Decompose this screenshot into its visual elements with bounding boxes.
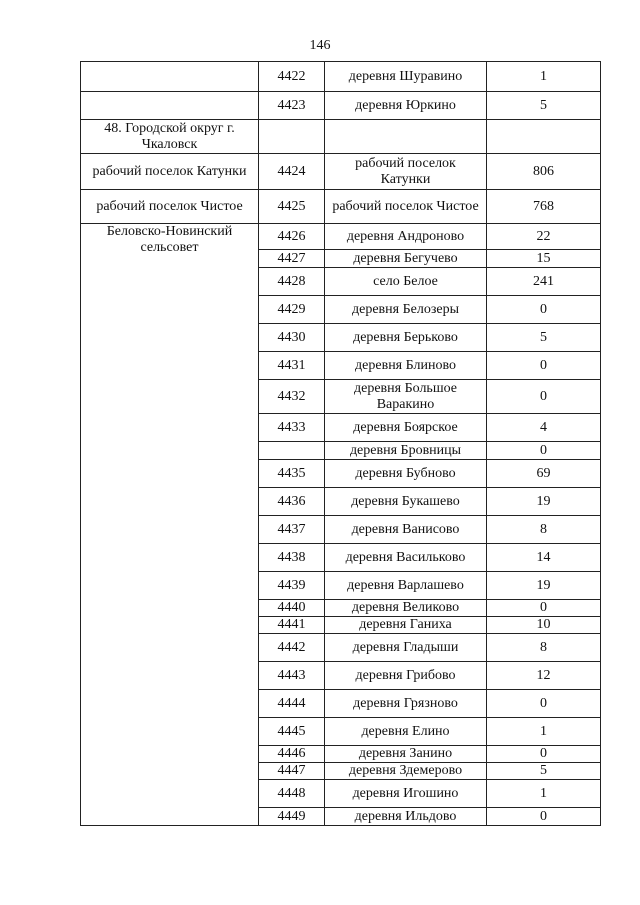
code-cell: 4426 xyxy=(259,224,325,250)
code-cell: 4422 xyxy=(259,62,325,92)
code-cell: 4430 xyxy=(259,324,325,352)
code-cell: 4448 xyxy=(259,780,325,808)
settlement-cell: деревня Ганиха xyxy=(325,617,487,634)
settlement-cell: деревня Занино xyxy=(325,746,487,763)
population-cell: 14 xyxy=(487,544,601,572)
settlement-cell: деревня Букашево xyxy=(325,488,487,516)
settlement-cell: деревня Бровницы xyxy=(325,442,487,460)
code-cell: 4432 xyxy=(259,380,325,414)
code-cell: 4433 xyxy=(259,414,325,442)
page-number: 146 xyxy=(309,38,331,53)
settlement-cell: деревня Елино xyxy=(325,718,487,746)
population-cell: 8 xyxy=(487,516,601,544)
population-cell: 69 xyxy=(487,460,601,488)
population-cell: 0 xyxy=(487,690,601,718)
settlement-cell: деревня Шуравино xyxy=(325,62,487,92)
code-cell: 4425 xyxy=(259,190,325,224)
settlement-cell: рабочий поселок Катунки xyxy=(325,154,487,190)
population-cell: 5 xyxy=(487,763,601,780)
settlement-cell: деревня Берьково xyxy=(325,324,487,352)
population-cell: 0 xyxy=(487,746,601,763)
population-cell: 5 xyxy=(487,324,601,352)
table-row xyxy=(81,224,601,250)
population-cell: 5 xyxy=(487,92,601,120)
code-cell: 4436 xyxy=(259,488,325,516)
code-cell: 4431 xyxy=(259,352,325,380)
population-cell: 22 xyxy=(487,224,601,250)
settlement-cell: деревня Бегучево xyxy=(325,250,487,268)
population-cell: 19 xyxy=(487,488,601,516)
population-cell: 1 xyxy=(487,62,601,92)
settlement-cell: деревня Ильдово xyxy=(325,808,487,826)
population-cell: 0 xyxy=(487,442,601,460)
code-cell: 4441 xyxy=(259,617,325,634)
table-row xyxy=(81,190,601,224)
code-cell: 4445 xyxy=(259,718,325,746)
code-cell: 4444 xyxy=(259,690,325,718)
code-cell: 4440 xyxy=(259,600,325,617)
code-cell: 4435 xyxy=(259,460,325,488)
settlement-cell: деревня Юркино xyxy=(325,92,487,120)
population-cell: 10 xyxy=(487,617,601,634)
population-cell: 15 xyxy=(487,250,601,268)
settlement-cell: деревня Грязново xyxy=(325,690,487,718)
code-cell: 4449 xyxy=(259,808,325,826)
table-row xyxy=(81,154,601,190)
code-cell: 4428 xyxy=(259,268,325,296)
settlement-cell: деревня Грибово xyxy=(325,662,487,690)
population-cell: 19 xyxy=(487,572,601,600)
code-cell: 4439 xyxy=(259,572,325,600)
code-cell: 4427 xyxy=(259,250,325,268)
settlement-cell: деревня Бубново xyxy=(325,460,487,488)
settlement-cell: деревня Великово xyxy=(325,600,487,617)
municipality-cell: рабочий поселок Катунки xyxy=(81,154,259,190)
code-cell: 4437 xyxy=(259,516,325,544)
population-cell: 0 xyxy=(487,296,601,324)
code-cell: 4443 xyxy=(259,662,325,690)
settlement-cell: деревня Боярское xyxy=(325,414,487,442)
municipality-cell xyxy=(81,92,259,120)
population-cell: 768 xyxy=(487,190,601,224)
population-cell: 8 xyxy=(487,634,601,662)
settlements-table-body xyxy=(81,62,601,826)
municipality-cell: Беловско-Новинский сельсовет xyxy=(81,224,259,826)
settlement-cell: деревня Большое Варакино xyxy=(325,380,487,414)
code-cell: 4442 xyxy=(259,634,325,662)
population-cell: 0 xyxy=(487,352,601,380)
municipality-cell: рабочий поселок Чистое xyxy=(81,190,259,224)
settlement-cell: деревня Здемерово xyxy=(325,763,487,780)
settlement-cell: деревня Гладыши xyxy=(325,634,487,662)
population-cell: 806 xyxy=(487,154,601,190)
settlement-cell: деревня Ванисово xyxy=(325,516,487,544)
municipality-cell xyxy=(81,62,259,92)
settlement-cell: деревня Блиново xyxy=(325,352,487,380)
code-cell: 4424 xyxy=(259,154,325,190)
settlement-cell xyxy=(325,120,487,154)
settlement-cell: рабочий поселок Чистое xyxy=(325,190,487,224)
population-cell: 1 xyxy=(487,780,601,808)
table-row xyxy=(81,62,601,92)
code-cell xyxy=(259,442,325,460)
population-cell: 4 xyxy=(487,414,601,442)
population-cell xyxy=(487,120,601,154)
population-cell: 0 xyxy=(487,808,601,826)
table-row xyxy=(81,120,601,154)
code-cell: 4438 xyxy=(259,544,325,572)
settlement-cell: деревня Игошино xyxy=(325,780,487,808)
population-cell: 241 xyxy=(487,268,601,296)
code-cell: 4429 xyxy=(259,296,325,324)
code-cell: 4446 xyxy=(259,746,325,763)
code-cell: 4447 xyxy=(259,763,325,780)
code-cell: 4423 xyxy=(259,92,325,120)
population-cell: 1 xyxy=(487,718,601,746)
code-cell xyxy=(259,120,325,154)
settlement-cell: село Белое xyxy=(325,268,487,296)
municipality-cell: 48. Городской округ г. Чкаловск xyxy=(81,120,259,154)
population-cell: 0 xyxy=(487,380,601,414)
population-cell: 0 xyxy=(487,600,601,617)
settlement-cell: деревня Белозеры xyxy=(325,296,487,324)
settlements-table xyxy=(80,61,601,826)
population-cell: 12 xyxy=(487,662,601,690)
settlement-cell: деревня Варлашево xyxy=(325,572,487,600)
table-row xyxy=(81,92,601,120)
settlement-cell: деревня Андроново xyxy=(325,224,487,250)
settlement-cell: деревня Васильково xyxy=(325,544,487,572)
